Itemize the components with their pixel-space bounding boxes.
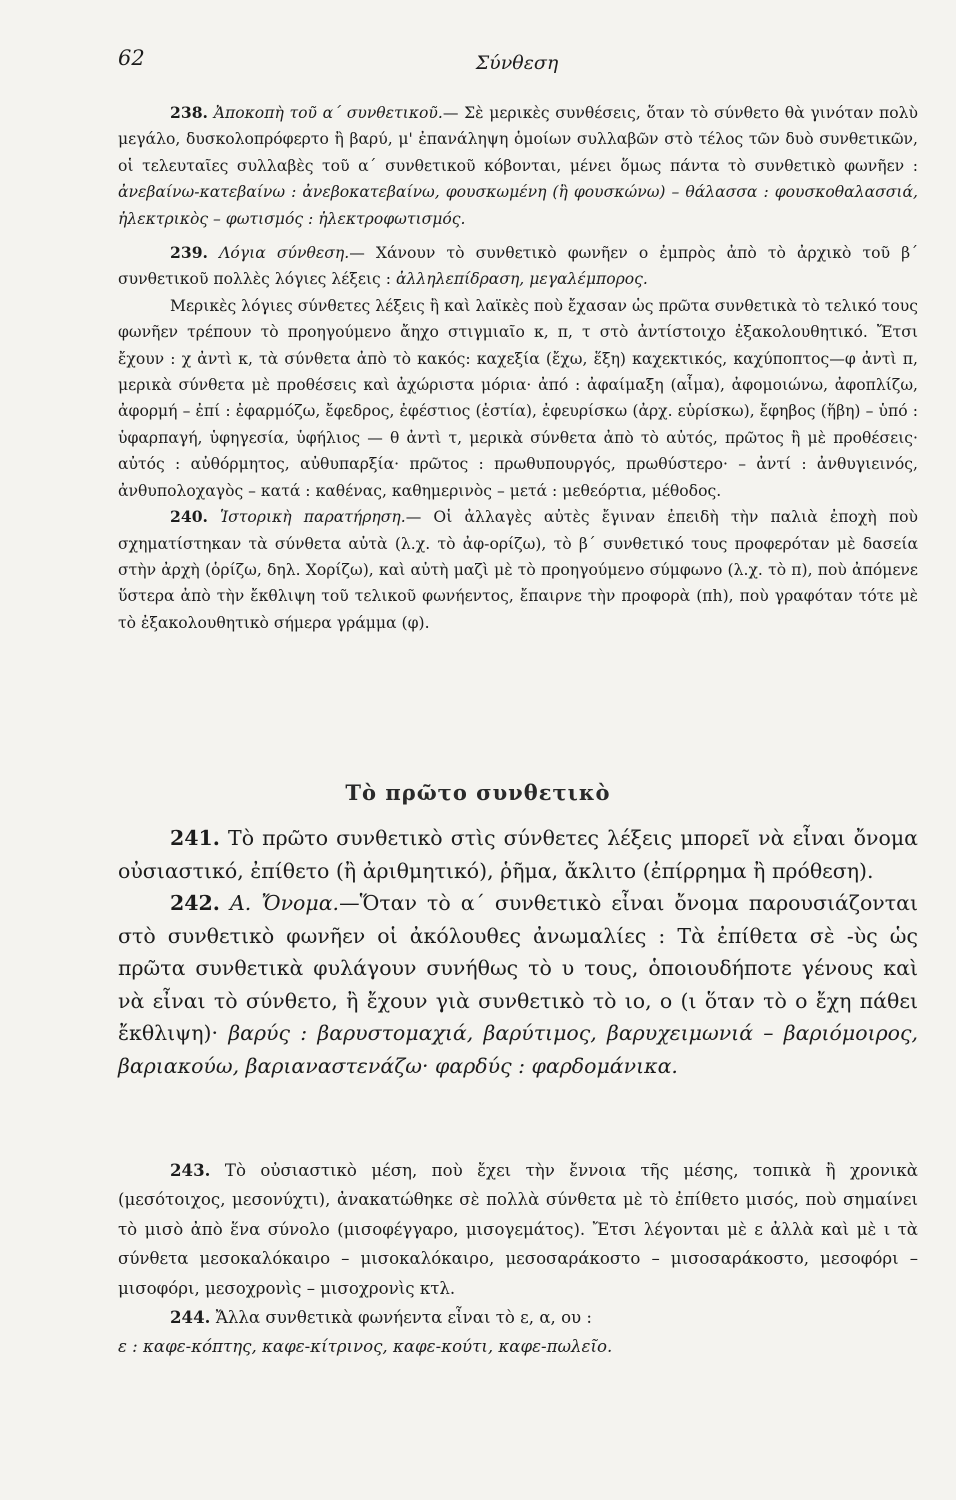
paragraph-number: 238. [170, 103, 208, 122]
paragraph-text: —Ὅταν τὸ α΄ συνθετικὸ εἶναι ὄνομα παρουσιάζονται στὸ συνθετικὸ φωνῆεν οἱ ἀκόλουθες ἀνωμαλίες : Τὰ ἐπίθετα σὲ -ὺς ὡς πρῶτα συνθετικὰ φυλάγουν συνήθως τὸ υ τους, ὁποιουδήποτε γένους καὶ νὰ εἶναι τὸ σύνθετο, ἢ ἔχουν γιὰ συνθετικὸ τὸ ιο, ο (ι ὅταν τὸ ο ἔχη πάθει ἔκθλιψη)· [118, 891, 918, 1045]
paragraph-244-examples [118, 1332, 918, 1361]
paragraph-examples: ε : καφε-κόπτης, καφε-κίτρινος, καφε-κούτι, καφε-πωλεῖο. [118, 1337, 613, 1357]
paragraph-241 [118, 822, 918, 887]
paragraph-number: 243. [170, 1160, 211, 1180]
paragraph-text: Ἄλλα συνθετικὰ φωνήεντα εἶναι τὸ ε, α, ου : [215, 1308, 593, 1328]
paragraph-number: 240. [170, 507, 208, 527]
paragraph-244 [118, 1303, 918, 1332]
paragraph-number: 239. [170, 243, 208, 263]
section-title: Τὸ πρῶτο συνθετικὸ [345, 780, 611, 805]
paragraph-240 [118, 504, 918, 636]
paragraph-239-continued [118, 293, 918, 504]
paragraph-text: Μερικὲς λόγιες σύνθετες λέξεις ἢ καὶ λαϊκὲς ποὺ ἔχασαν ὡς πρῶτα συνθετικὰ τὸ τελικό τους φωνῆεν τρέπουν τὸ προηγούμενο ἄηχο στιγμιαῖο κ, π, τ στὸ ἀντίστοιχο ἐξακολουθητικό. Ἔτσι ἔχουν : χ ἀντὶ κ, τὰ σύνθετα ἀπὸ τὸ κακός: καχεξία (ἔχω, ἕξη) καχεκτικός, καχύποπτος—φ ἀντὶ π, μερικὰ σύνθετα μὲ προθέσεις καὶ ἀχώριστα μόρια· ἀπό : ἀφαίμαξη (αἷμα), ἀφομοιώνω, ἀφοπλίζω, ἀφορμή – ἐπί : ἐφαρμόζω, ἔφεδρος, ἐφέστιος (ἑστία), ἐφευρίσκω (ἀρχ. εὑρίσκω), ἔφηβος (ἥβη) – ὑπό : ὑφαρπαγή, ὑφηγεσία, ὑφήλιος — θ ἀντὶ τ, μερικὰ σύνθετα ἀπὸ τὸ αὐτός, πρῶτος ἢ μὲ προθέσεις· αὐτός : αὐθόρμητος, αὐθυπαρξία· πρῶτος : πρωθυπουργός, πρωθύστερο· – ἀντί : ἀνθυγιεινός, ἀνθυπολοχαγὸς – κατά : καθένας, καθημερινὸς – μετά : μεθεόρτια, μέθοδος. [118, 296, 918, 500]
running-title: Σύνθεση [475, 52, 559, 74]
paragraph-number: 242. [170, 891, 220, 915]
paragraph-243 [118, 1156, 918, 1303]
page-number: 62 [118, 46, 145, 70]
paragraph-text: — Οἱ ἀλλαγὲς αὐτὲς ἔγιναν ἐπειδὴ τὴν παλιὰ ἐποχὴ ποὺ σχηματίστηκαν τὰ σύνθετα αὐτὰ (λ.χ. τὸ ἀφ-ορίζω), τὸ β΄ συνθετικό τους προφερόταν μὲ δασεία στὴν ἀρχὴ (ὁρίζω, δηλ. Χορίζω), καὶ αὐτὴ μαζὶ μὲ τὸ προηγούμενο σύμφωνο (λ.χ. τὸ π), ποὺ ἀπόμενε ὕστερα ἀπὸ τὴν ἔκθλιψη τοῦ τελικοῦ φωνήεντος, ἔπαιρνε τὴν προφορὰ (πh), ποὺ γραφόταν τότε μὲ τὸ ἐξακολουθητικὸ σήμερα γράμμα (φ). [118, 508, 918, 632]
large-print-block [118, 822, 918, 1082]
small-print-block [118, 100, 918, 636]
paragraph-heading: Α. Ὄνομα. [230, 891, 340, 915]
paragraph-heading: Ἀποκοπὴ τοῦ α΄ συνθετικοῦ. [213, 104, 443, 122]
mid-print-block [118, 1156, 918, 1362]
paragraph-text: — Χάνουν τὸ συνθετικὸ φωνῆεν ο ἐμπρὸς ἀπὸ τὸ ἀρχικὸ τοῦ β΄ συνθετικοῦ πολλὲς λόγιες λέξεις : [118, 244, 918, 289]
paragraph-heading: Λόγια σύνθεση. [219, 244, 350, 263]
paragraph-text: — Σὲ μερικὲς συνθέσεις, ὅταν τὸ σύνθετο θὰ γινόταν πολὺ μεγάλο, δυσκολοπρόφερτο ἢ βαρύ, μ' ἐπανάληψη ὁμοίων συλλαβῶν στὸ τέλος τῶν δυὸ συνθετικῶν, οἱ τελευταῖες συλλαβὲς τοῦ α΄ συνθετικοῦ κόβονται, μένει ὅμως πάντα τὸ συνθετικὸ φωνῆεν : [118, 104, 918, 175]
paragraph-number: 244. [170, 1307, 211, 1328]
paragraph-text: Τὸ πρῶτο συνθετικὸ στὶς σύνθετες λέξεις μπορεῖ νὰ εἶναι ὄνομα οὐσιαστικό, ἐπίθετο (ἢ ἀριθμητικό), ῥῆμα, ἄκλιτο (ἐπίρρημα ἢ πρόθεση). [118, 826, 918, 883]
paragraph-heading: Ἱστορικὴ παρατήρηση. [220, 508, 406, 527]
page-header [118, 42, 916, 82]
paragraph-238 [118, 100, 918, 232]
paragraph-242 [118, 887, 918, 1082]
paragraph-examples: ἀνεβαίνω-κατεβαίνω : ἀνεβοκατεβαίνω, φουσκωμένη (ἢ φουσκώνω) – θάλασσα : φουσκοθαλασσιά, ἠλεκτρικὸς – φωτισμός : ἠλεκτροφωτισμός. [118, 183, 918, 228]
paragraph-examples: βαρύς : βαρυστομαχιά, βαρύτιμος, βαρυχειμωνιά – βαριόμοιρος, βαριακούω, βαριαναστενάζω· φαρδύς : φαρδομάνικα. [118, 1021, 918, 1078]
paragraph-examples: ἀλληλεπίδραση, μεγαλέμπορος. [395, 270, 648, 289]
paragraph-239 [118, 240, 918, 293]
paragraph-text: Τὸ οὐσιαστικὸ μέση, ποὺ ἔχει τὴν ἔννοια τῆς μέσης, τοπικὰ ἢ χρονικὰ (μεσότοιχος, μεσονύχτι), ἀνακατώθηκε σὲ πολλὰ σύνθετα μὲ τὸ ἐπίθετο μισός, ποὺ σημαίνει τὸ μισὸ ἀπὸ ἕνα σύνολο (μισοφέγγαρο, μισογεμάτος). Ἔτσι λέγονται μὲ ε ἀλλὰ καὶ μὲ ι τὰ σύνθετα μεσοκαλόκαιρο – μισοκαλόκαιρο, μεσοσαράκοστο – μισοσαράκοστο, μεσοφόρι – μισοφόρι, μεσοχρονὶς – μισοχρονὶς κτλ. [118, 1161, 918, 1298]
paragraph-number: 241. [170, 826, 220, 850]
